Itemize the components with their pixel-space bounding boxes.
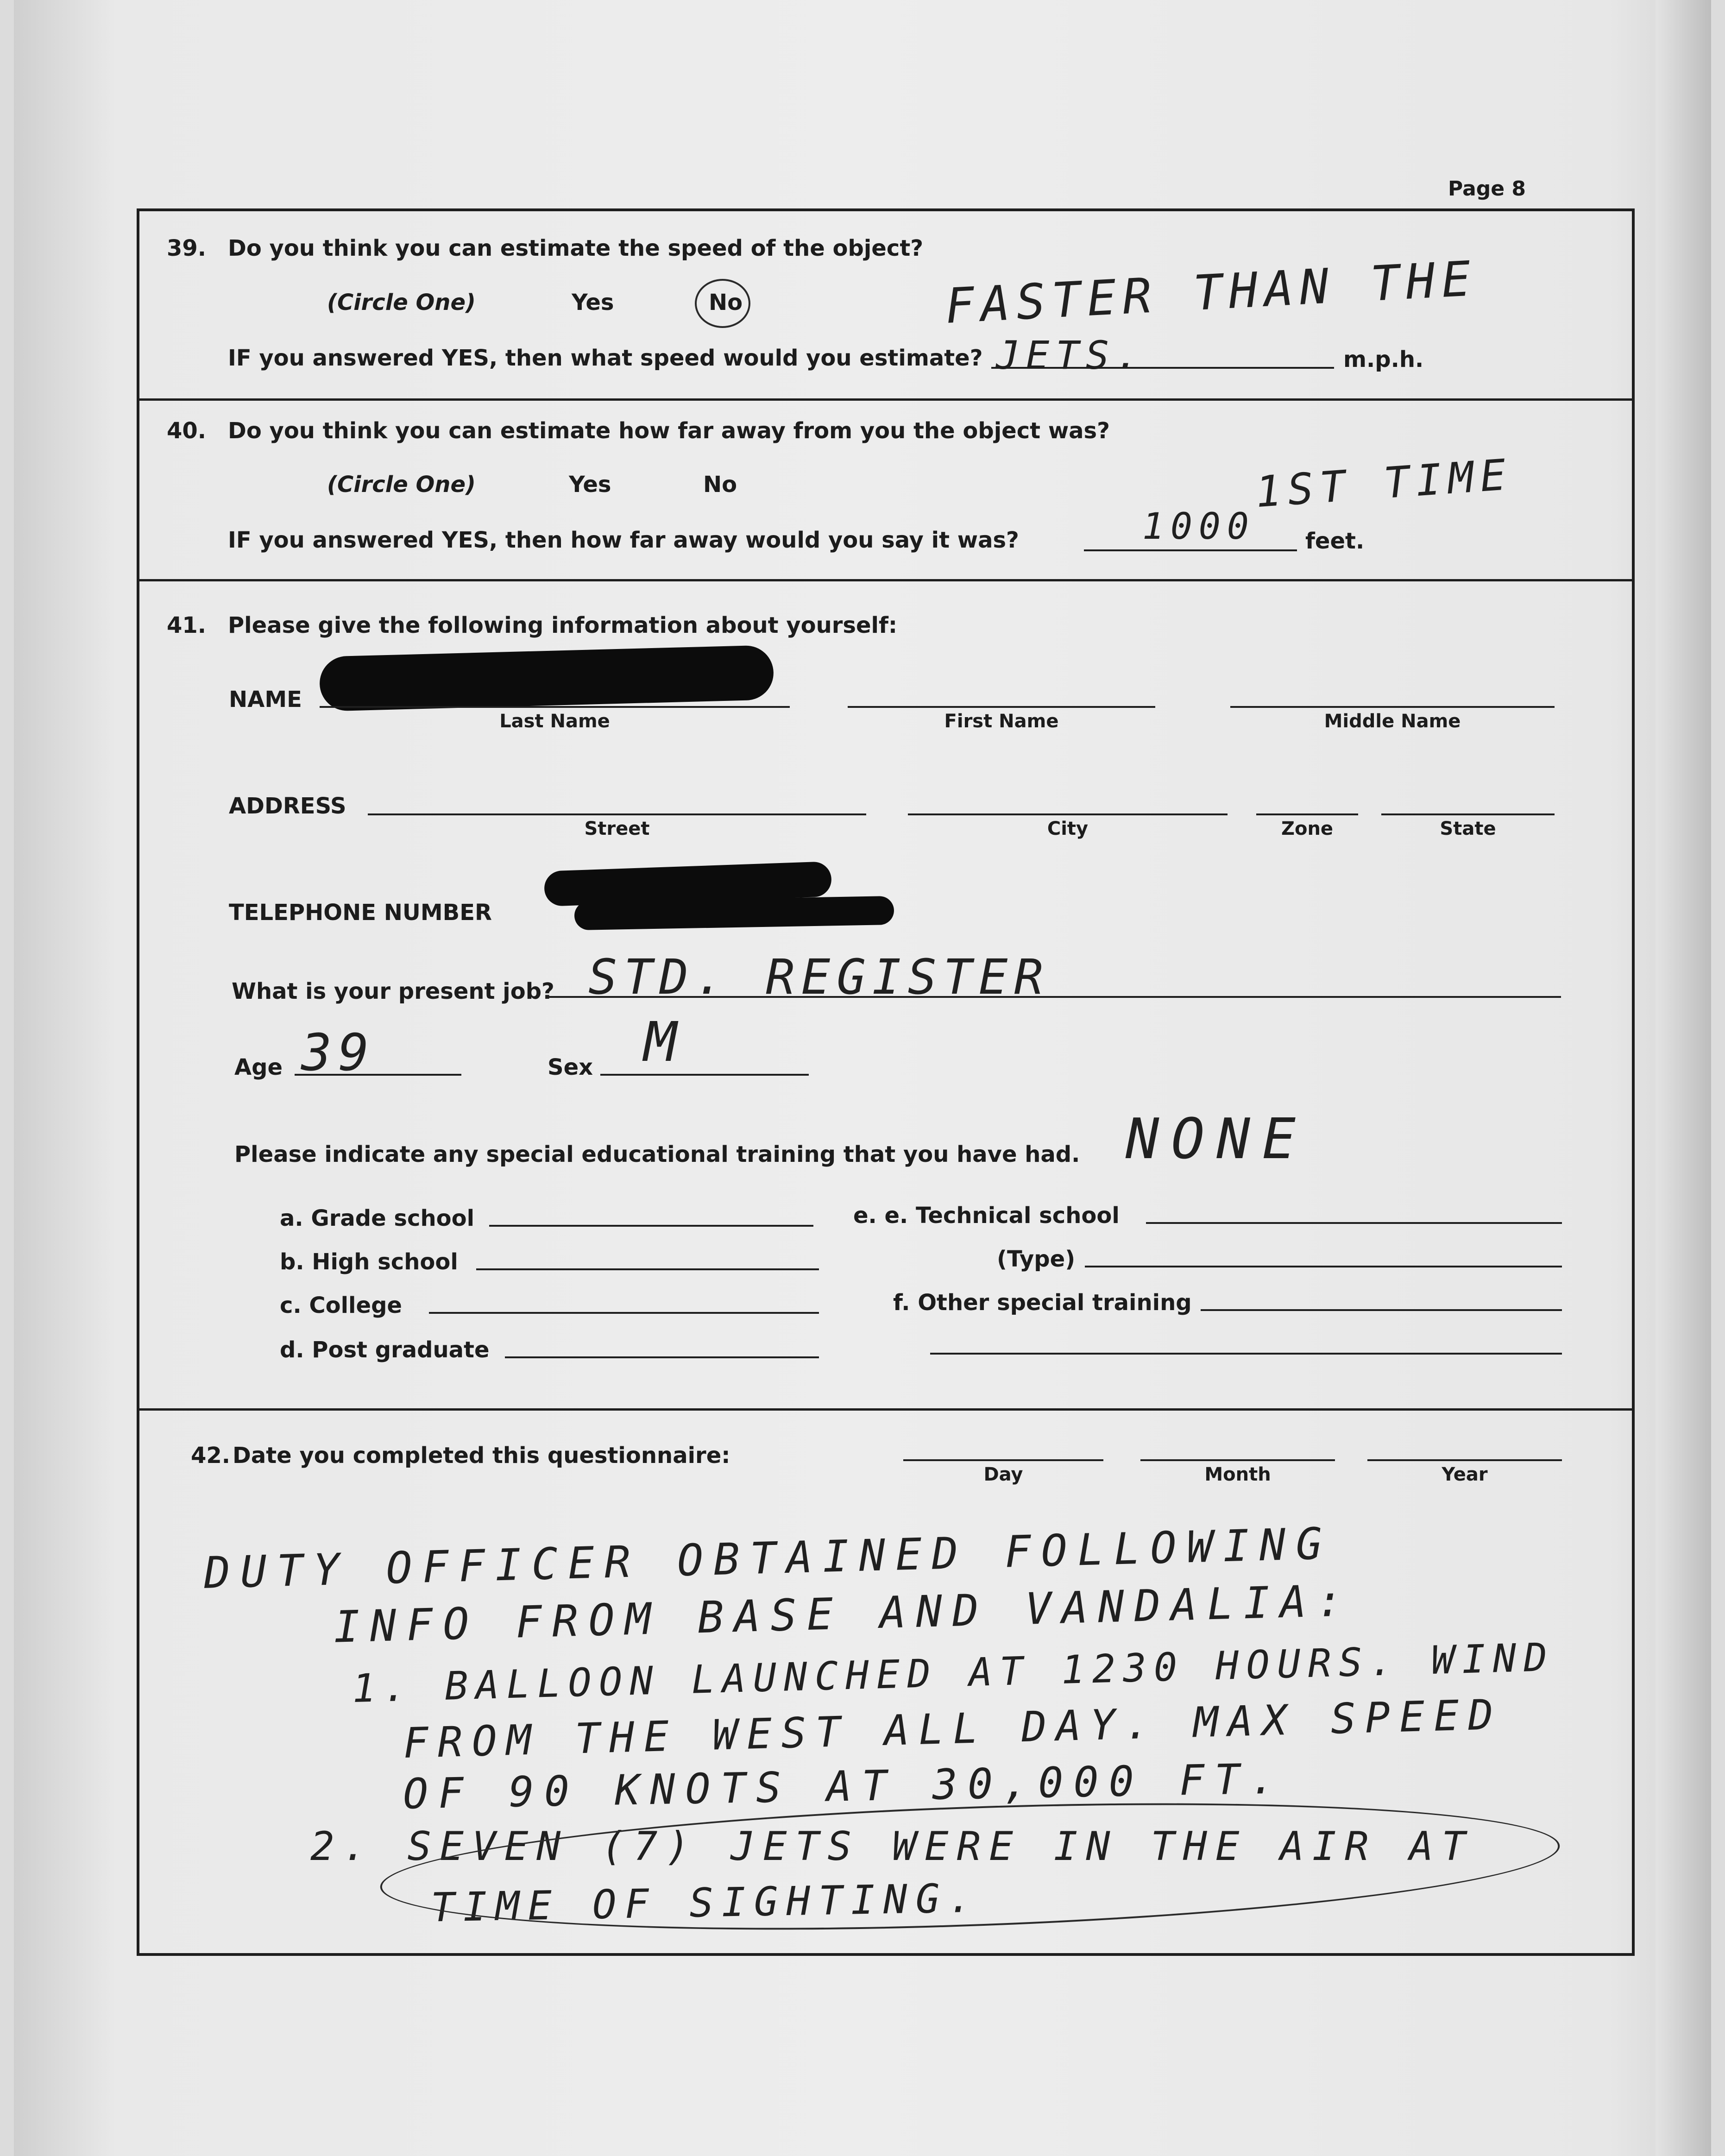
q39-number: 39. — [167, 235, 207, 261]
edu-high-school: b. High school — [280, 1249, 458, 1275]
sex-line[interactable] — [600, 1074, 809, 1076]
middle-name-label: Middle Name — [1324, 711, 1461, 732]
note-line-2: INFO FROM BASE AND VANDALIA: — [333, 1576, 1354, 1653]
state-label: State — [1440, 818, 1496, 839]
job-line[interactable] — [547, 996, 1561, 998]
note-line-1: DUTY OFFICER OBTAINED FOLLOWING — [203, 1519, 1333, 1599]
q41-number: 41. — [167, 612, 207, 638]
year-line[interactable] — [1367, 1459, 1562, 1461]
divider-39-40 — [137, 398, 1632, 401]
note-line-5: OF 90 KNOTS AT 30,000 FT. — [403, 1754, 1286, 1819]
first-name-label: First Name — [944, 711, 1059, 732]
sex-label: Sex — [548, 1054, 593, 1080]
edu-grade-school-line[interactable] — [489, 1225, 813, 1227]
q39-answer-line2: JETS. — [996, 333, 1146, 378]
age-value: 39 — [301, 1023, 376, 1082]
telephone-label: TELEPHONE NUMBER — [229, 900, 492, 926]
edu-technical-school-line[interactable] — [1146, 1222, 1562, 1224]
q40-number: 40. — [167, 418, 207, 444]
edu-post-graduate: d. Post graduate — [280, 1337, 490, 1363]
year-label: Year — [1442, 1464, 1488, 1485]
month-label: Month — [1204, 1464, 1271, 1485]
q40-answer-value: 1000 — [1142, 506, 1255, 548]
edu-type-line[interactable] — [1085, 1266, 1562, 1267]
job-label: What is your present job? — [232, 978, 554, 1004]
edu-college: c. College — [280, 1292, 402, 1318]
month-line[interactable] — [1140, 1459, 1335, 1461]
q39-circle-one: (Circle One) — [327, 290, 476, 315]
q40-circle-one: (Circle One) — [327, 472, 476, 498]
first-name-line[interactable] — [848, 706, 1155, 708]
zone-label: Zone — [1281, 818, 1334, 839]
education-prompt: Please indicate any special educational training that you have had. — [234, 1141, 1080, 1167]
address-label: ADDRESS — [229, 793, 346, 819]
q39-followup: IF you answered YES, then what speed would you estimate? — [228, 345, 983, 371]
telephone-redaction-bottom — [574, 896, 894, 930]
divider-40-41 — [137, 579, 1632, 581]
middle-name-line[interactable] — [1230, 706, 1555, 708]
q40-answer-note: 1ST TIME — [1253, 449, 1514, 517]
sex-value: M — [644, 1010, 684, 1074]
last-name-line[interactable] — [320, 706, 790, 708]
q40-yes-option[interactable]: Yes — [569, 472, 611, 498]
q39-speed-line — [991, 367, 1334, 369]
q39-no-option[interactable]: No — [709, 290, 743, 315]
divider-41-42 — [137, 1408, 1632, 1411]
edu-other-training-line[interactable] — [1201, 1309, 1562, 1311]
sheet-edge-shadow — [1656, 0, 1711, 2156]
q40-question: Do you think you can estimate how far away from you the object was? — [228, 418, 1110, 444]
name-label: NAME — [229, 687, 302, 712]
q42-number: 42. — [191, 1443, 231, 1469]
job-value: STD. REGISTER — [588, 949, 1050, 1005]
state-line[interactable] — [1381, 813, 1555, 815]
q40-unit: feet. — [1305, 528, 1365, 554]
street-line[interactable] — [368, 813, 866, 815]
q40-no-option[interactable]: No — [703, 472, 737, 498]
street-label: Street — [584, 818, 650, 839]
city-line[interactable] — [908, 813, 1228, 815]
zone-line[interactable] — [1256, 813, 1358, 815]
edu-grade-school: a. Grade school — [280, 1205, 475, 1231]
q40-followup: IF you answered YES, then how far away would you say it was? — [228, 527, 1019, 553]
education-value: NONE — [1126, 1107, 1308, 1172]
age-line[interactable] — [295, 1074, 461, 1076]
edu-post-graduate-line[interactable] — [505, 1356, 819, 1358]
city-label: City — [1047, 818, 1089, 839]
edu-type: (Type) — [997, 1246, 1076, 1272]
q40-distance-line — [1084, 549, 1297, 551]
edu-other-training-line-2[interactable] — [930, 1353, 1562, 1355]
day-line[interactable] — [903, 1459, 1103, 1461]
page-number: Page 8 — [1448, 177, 1526, 201]
edu-college-line[interactable] — [429, 1312, 819, 1314]
age-label: Age — [234, 1054, 283, 1080]
note-line-7: TIME OF SIGHTING. — [430, 1875, 981, 1931]
edu-other-training: f. Other special training — [893, 1290, 1192, 1316]
day-label: Day — [983, 1464, 1023, 1485]
edu-technical-school: e. e. Technical school — [853, 1203, 1120, 1229]
edu-high-school-line[interactable] — [476, 1268, 819, 1270]
q42-question: Date you completed this questionnaire: — [233, 1443, 730, 1469]
note-line-4: FROM THE WEST ALL DAY. MAX SPEED — [403, 1690, 1503, 1768]
note-line-3: 1. BALLOON LAUNCHED AT 1230 HOURS. WIND — [352, 1634, 1555, 1711]
note-line-6: 2. SEVEN (7) JETS WERE IN THE AIR AT — [310, 1823, 1474, 1870]
q39-answer-line1: FASTER THAN THE — [944, 250, 1479, 334]
q41-prompt: Please give the following information about yourself: — [228, 612, 898, 638]
q39-question: Do you think you can estimate the speed of the object? — [228, 235, 924, 261]
q39-selection-circle — [695, 279, 750, 328]
q39-yes-option[interactable]: Yes — [572, 290, 614, 315]
q39-unit: m.p.h. — [1343, 347, 1424, 372]
last-name-label: Last Name — [499, 711, 610, 732]
